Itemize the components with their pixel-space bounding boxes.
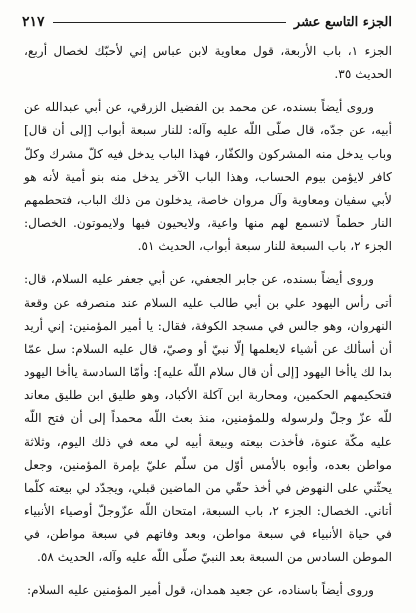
header-rule [53,22,286,23]
chapter-title: الجزء التاسع عشر [293,14,392,30]
page-body [24,40,392,613]
running-header [22,12,392,32]
page-number: ٢١٧ [22,14,45,30]
paragraph-1: الجزء ١، باب الأربعة، قول معاوية لابن عباس إني لأحبّك لخصال أربع، الحديث ٣٥. [24,44,393,82]
paragraph-4: وروى أيضاً باسناده، عن جعيد همدان، قول أمير المؤمنين عليه السلام: [27,583,374,598]
paragraph-3: وروى أيضاً بسنده، عن جابر الجعفي، عن أبي جعفر عليه السلام، قال: أتى رأس اليهود علي بن أبي طالب عليه السلام عند منصرفه عن وقعة النهروان، وهو جالس في مسجد الكوفة، فقال: يا أمير المؤمنين: إني أريد أن أسألك عن أشياء لايعلمها إلّا نبيّ أو وصيّ، قال عليه السلام: سل عمّا بدا لك ياأخا اليهود [إلى أن قال سلام اللّه عليه]: وأمّا السادسة ياأخا اليهود فتحكيمهم الحكمين، ومحاربة ابن آكلة الأكباد، وهو طليق ابن طليق معاند للّه عزّ وجلّ ولرسوله وللمؤمنين، منذ بعث اللّه محمداً إلى أن فتح اللّه عليه مكّة عنوة، فأخذت بيعته وبيعة أبيه لي معه في ذلك اليوم، وثلاثة مواطن بعده، وأبوه بالأمس أوّل من سلّم عليّ بإمرة المؤمنين، وجعل يحثّني على النهوض في أخذ حقّي من الماضين قبلي، ويجدّد لي بيعته كلّما أتاني. الخصال: الجزء ٢، باب السبعة، امتحان اللّه عزّوجلّ أوصياء الأنبياء في حياة الأنبياء في سبعة مواطن، وبعد وفاتهم في سبعة مواطن، في الموطن السادس من السبعة بعد النبيّ صلّى اللّه عليه وآله، الحديث ٥٨. [24,272,393,565]
paragraph-2: وروى أيضاً بسنده، عن محمد بن الفضيل الزرقي، عن أبي عبدالله عن أبيه، عن جدّه، قال صلّى اللّه عليه وآله: للنار سبعة أبواب [إلى أن قال] وباب يدخل منه المشركون والكفّار، فهذا الباب يدخل فيه كلّ مشرك وكلّ كافر لايؤمن بيوم الحساب، وهذا الباب الآخر يدخل منه بنو أمية لأنه هو لأبي سفيان ومعاوية وآل مروان خاصة، يدخلون من ذلك الباب، فتحطمهم النار حطماً لاتسمع لهم منها واعية، ولايحيون فيها ولايموتون. الخصال: الجزء ٢، باب السبعة للنار سبعة أبواب، الحديث ٥١. [24,100,392,254]
